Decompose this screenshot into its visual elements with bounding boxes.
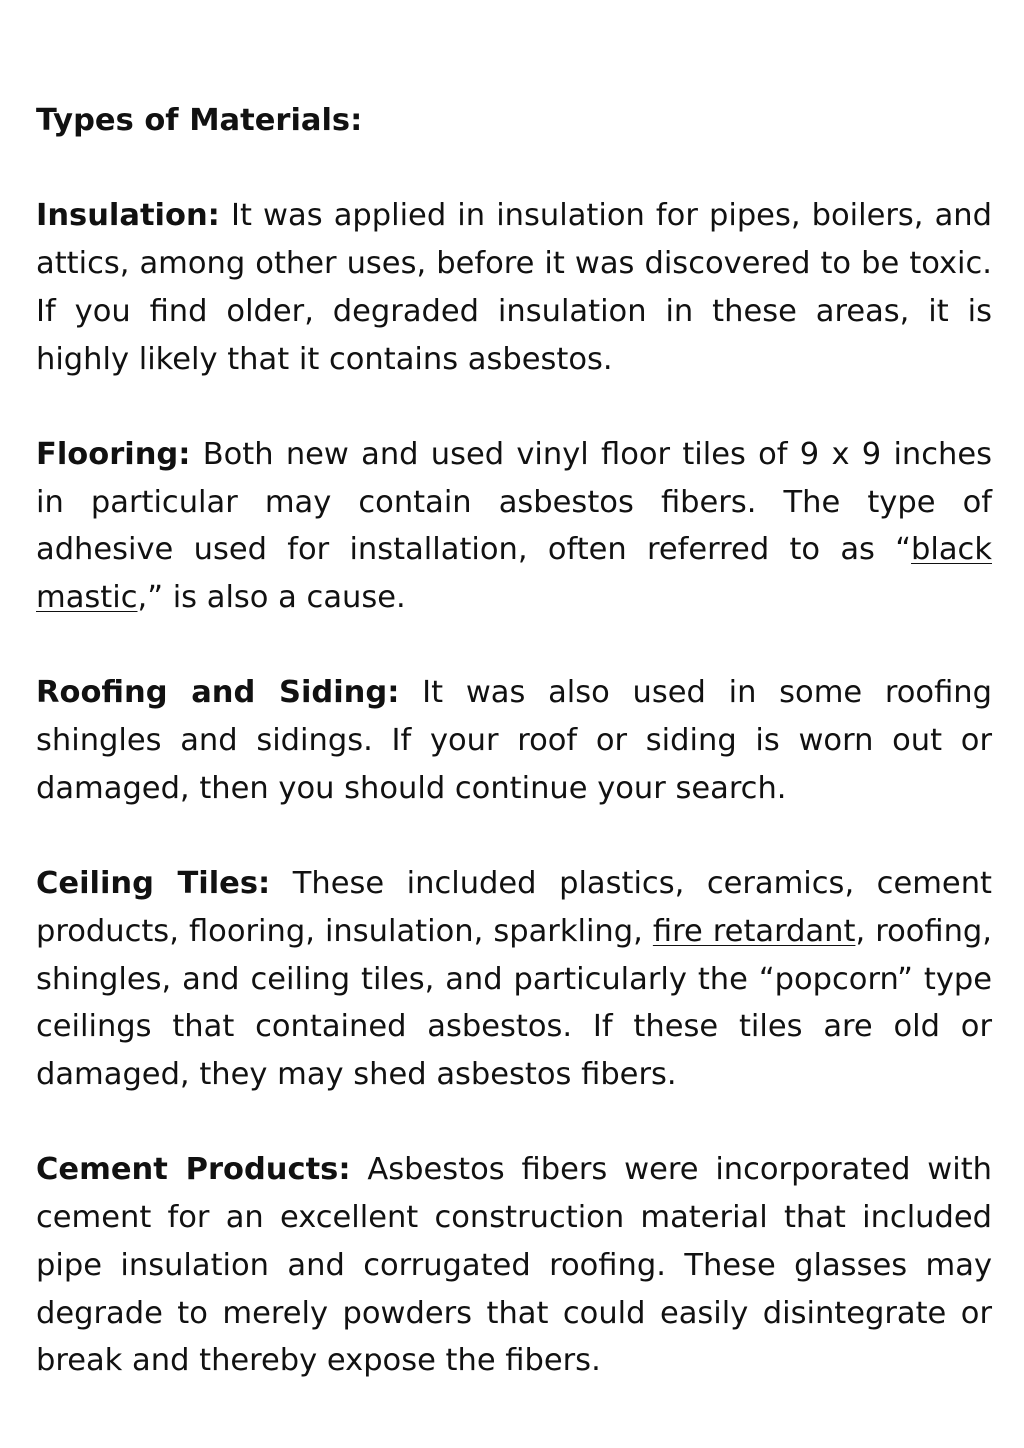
insulation-paragraph bbox=[36, 192, 992, 383]
flooring-text-before: Both new and used vinyl floor tiles of 9 x 9 inches in particular may contain asbestos fibers. The type of adhesive used for installation, often referred to as “ bbox=[36, 436, 992, 568]
flooring-text-after: ,” is also a cause. bbox=[137, 580, 406, 615]
black-mastic-link[interactable]: black mastic bbox=[36, 532, 992, 615]
ceiling-tiles-paragraph bbox=[36, 860, 992, 1099]
roofing-siding-label: Roofing and Siding: bbox=[36, 675, 400, 711]
cement-products-label: Cement Products: bbox=[36, 1152, 351, 1188]
ceiling-tiles-label: Ceiling Tiles: bbox=[36, 866, 271, 902]
fire-retardant-link[interactable]: fire retardant bbox=[652, 913, 856, 949]
page-heading: Types of Materials: bbox=[36, 103, 363, 138]
insulation-label: Insulation: bbox=[36, 198, 220, 234]
insulation-text: It was applied in insulation for pipes, boilers, and attics, among other uses, before it was discovered to be toxic. If you find older, degraded insulation in these areas, it is highly likely that it contains asbestos. bbox=[36, 198, 992, 377]
cement-products-text: Asbestos fibers were incorporated with cement for an excellent construction material that included pipe insulation and corrugated roofing. These glasses may degrade to merely powders that could easily disintegrate or break and thereby expose the fibers. bbox=[36, 1152, 992, 1379]
flooring-paragraph bbox=[36, 431, 992, 622]
flooring-label: Flooring: bbox=[36, 436, 191, 472]
ceiling-tiles-text-after: , roofing, shingles, and ceiling tiles, and particularly the “popcorn” type ceilings that contained asbestos. If these tiles are old or damaged, they may shed asbestos fibers. bbox=[36, 913, 992, 1092]
ceiling-tiles-text-before: These included plastics, ceramics, cement products, flooring, insulation, sparkling, bbox=[36, 866, 992, 949]
roofing-siding-paragraph bbox=[36, 669, 992, 812]
roofing-siding-text: It was also used in some roofing shingles and sidings. If your roof or siding is worn out or damaged, then you should continue your search. bbox=[36, 675, 992, 806]
document-page bbox=[36, 97, 992, 1385]
cement-products-paragraph bbox=[36, 1146, 992, 1385]
